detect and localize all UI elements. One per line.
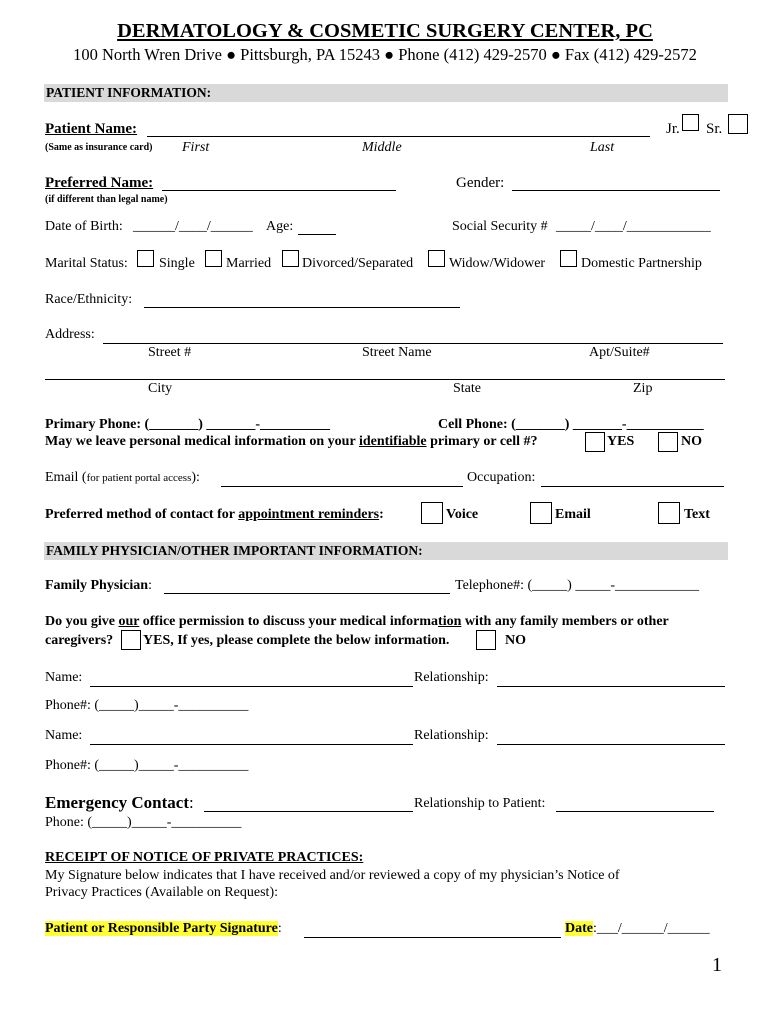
contact1-phone-field[interactable]: Phone#: (_____)_____-__________ <box>45 698 249 713</box>
jr-label: Jr. <box>666 121 680 137</box>
family-physician-label-text: Family Physician <box>45 578 149 593</box>
dob-label: Date of Birth: <box>45 219 123 234</box>
contact1-relationship-field[interactable] <box>497 686 725 687</box>
city-caption: City <box>148 381 173 396</box>
contact2-name-field[interactable] <box>90 744 413 745</box>
emergency-contact-field[interactable] <box>204 811 413 812</box>
marital-divorced-label: Divorced/Separated <box>302 256 414 271</box>
contact-pref-colon: : <box>379 507 384 522</box>
leave-info-text: May we leave personal medical information on your <box>45 434 359 449</box>
marital-widow-label: Widow/Widower <box>449 256 546 271</box>
occupation-field[interactable] <box>541 486 724 487</box>
marital-married-label: Married <box>226 256 272 271</box>
age-field[interactable] <box>298 234 336 235</box>
contact-voice-label: Voice <box>446 507 479 522</box>
date-field[interactable]: :___/______/______ <box>593 921 710 936</box>
contact2-relationship-field[interactable] <box>497 744 725 745</box>
leave-info-no-checkbox[interactable] <box>658 432 678 452</box>
permission-yes-checkbox[interactable] <box>121 630 141 650</box>
contact2-relationship-label: Relationship: <box>414 728 489 743</box>
gender-field[interactable] <box>512 190 720 191</box>
race-label: Race/Ethnicity: <box>45 292 133 307</box>
marital-divorced-checkbox[interactable] <box>282 250 299 267</box>
physician-telephone-field[interactable]: Telephone#: (_____) _____-____________ <box>455 578 699 593</box>
patient-name-label: Patient Name: <box>45 121 138 137</box>
gender-label: Gender: <box>456 175 505 191</box>
email-label-text: Email ( <box>45 470 87 485</box>
leave-info-no-label: NO <box>681 434 702 449</box>
street-name-caption: Street Name <box>362 345 432 360</box>
address-city-field[interactable] <box>45 379 725 380</box>
first-name-caption: First <box>182 140 210 155</box>
relationship-to-patient-label: Relationship to Patient: <box>414 796 546 811</box>
cell-phone-field[interactable]: Cell Phone: (_______) _______-___________ <box>438 417 704 432</box>
address-street-field[interactable] <box>103 343 723 344</box>
jr-checkbox[interactable] <box>682 114 699 131</box>
apt-caption: Apt/Suite# <box>589 345 650 360</box>
section-bar-family-physician <box>44 542 728 560</box>
state-caption: State <box>453 381 481 396</box>
marital-status-label: Marital Status: <box>45 256 128 271</box>
email-label-note: for patient portal access <box>86 472 192 484</box>
leave-info-text-end: primary or cell #? <box>426 434 538 449</box>
age-label: Age: <box>266 219 294 234</box>
patient-name-field[interactable] <box>147 136 650 137</box>
permission-question-line1 <box>45 614 669 630</box>
if-different-note: (if different than legal name) <box>45 194 168 205</box>
contact2-name-label: Name: <box>45 728 83 743</box>
contact1-relationship-label: Relationship: <box>414 670 489 685</box>
emergency-contact-label-text: Emergency Contact <box>45 793 189 812</box>
leave-info-emphasis: identifiable <box>358 434 427 449</box>
page-number: 1 <box>712 954 722 976</box>
same-as-insurance-note: (Same as insurance card) <box>45 142 153 153</box>
signature-label-text: Patient or Responsible Party Signature <box>45 921 278 936</box>
permission-no-checkbox[interactable] <box>476 630 496 650</box>
permission-text-u1: our <box>118 614 140 629</box>
contact-text-label: Text <box>684 507 710 522</box>
ssn-label: Social Security # <box>452 219 548 234</box>
permission-text-c: with any family members or other <box>461 614 669 629</box>
contact-pref-text: Preferred method of contact for <box>45 507 239 522</box>
center-address: 100 North Wren Drive ● Pittsburgh, PA 15243 ● Phone (412) 429-2570 ● Fax (412) 429-2572 <box>73 45 697 64</box>
signature-label: Patient or Responsible Party Signature: <box>45 921 282 936</box>
dob-field[interactable]: ______/____/______ <box>133 219 253 234</box>
section-heading: FAMILY PHYSICIAN/OTHER IMPORTANT INFORMATION: <box>46 543 423 558</box>
date-label-text: Date <box>565 921 593 936</box>
primary-phone-field[interactable]: Primary Phone: (_______) _______-__________ <box>45 417 331 432</box>
preferred-name-field[interactable] <box>162 190 396 191</box>
leave-info-question <box>45 434 538 450</box>
email-field[interactable] <box>221 486 463 487</box>
marital-widow-checkbox[interactable] <box>428 250 445 267</box>
emergency-phone-field[interactable]: Phone: (_____)_____-__________ <box>45 815 242 830</box>
receipt-text-line1: My Signature below indicates that I have received and/or reviewed a copy of my physician’s Notice of <box>45 868 620 883</box>
contact-text-checkbox[interactable] <box>658 502 680 524</box>
contact-voice-checkbox[interactable] <box>421 502 443 524</box>
contact1-name-label: Name: <box>45 670 83 685</box>
permission-text-b: office permission to discuss your medical informa <box>139 614 439 629</box>
family-physician-label: Family Physician: <box>45 578 152 593</box>
permission-no-label: NO <box>505 633 526 648</box>
contact-email-label: Email <box>555 507 591 522</box>
street-number-caption: Street # <box>148 345 192 360</box>
date-label <box>565 921 710 937</box>
permission-yes-label: YES, If yes, please complete the below information. <box>143 633 450 648</box>
receipt-text-line2: Privacy Practices (Available on Request): <box>45 885 278 900</box>
contact-email-checkbox[interactable] <box>530 502 552 524</box>
middle-name-caption: Middle <box>362 140 402 155</box>
email-label-close: ): <box>191 470 200 485</box>
contact1-name-field[interactable] <box>90 686 413 687</box>
form-title: DERMATOLOGY & COSMETIC SURGERY CENTER, PC <box>117 20 653 42</box>
family-physician-field[interactable] <box>164 593 450 594</box>
permission-text-a: Do you give <box>45 614 119 629</box>
ssn-field[interactable]: _____/____/____________ <box>556 219 711 234</box>
address-label: Address: <box>45 327 95 342</box>
last-name-caption: Last <box>590 140 615 155</box>
permission-text-u2: tion <box>438 614 462 629</box>
leave-info-yes-label: YES <box>607 434 635 449</box>
marital-married-checkbox[interactable] <box>205 250 222 267</box>
section-heading: PATIENT INFORMATION: <box>46 85 212 100</box>
relationship-to-patient-field[interactable] <box>556 811 714 812</box>
contact-pref-label <box>45 507 384 523</box>
marital-single-label: Single <box>159 256 195 271</box>
section-bar-patient-information <box>44 84 728 102</box>
email-label <box>45 470 200 486</box>
marital-domestic-checkbox[interactable] <box>560 250 577 267</box>
preferred-name-label: Preferred Name: <box>45 175 154 191</box>
occupation-label: Occupation: <box>467 470 536 485</box>
sr-checkbox[interactable] <box>728 114 748 134</box>
signature-field[interactable] <box>304 937 561 938</box>
contact-pref-emphasis: appointment reminders <box>238 507 380 522</box>
race-field[interactable] <box>144 307 460 308</box>
zip-caption: Zip <box>633 381 653 396</box>
emergency-contact-label: Emergency Contact: <box>45 793 194 812</box>
marital-single-checkbox[interactable] <box>137 250 154 267</box>
sr-label: Sr. <box>706 121 723 137</box>
permission-question-line2: caregivers? <box>45 633 114 648</box>
contact2-phone-field[interactable]: Phone#: (_____)_____-__________ <box>45 758 249 773</box>
leave-info-yes-checkbox[interactable] <box>585 432 605 452</box>
receipt-heading: RECEIPT OF NOTICE OF PRIVATE PRACTICES: <box>45 850 364 865</box>
marital-domestic-label: Domestic Partnership <box>581 256 702 271</box>
